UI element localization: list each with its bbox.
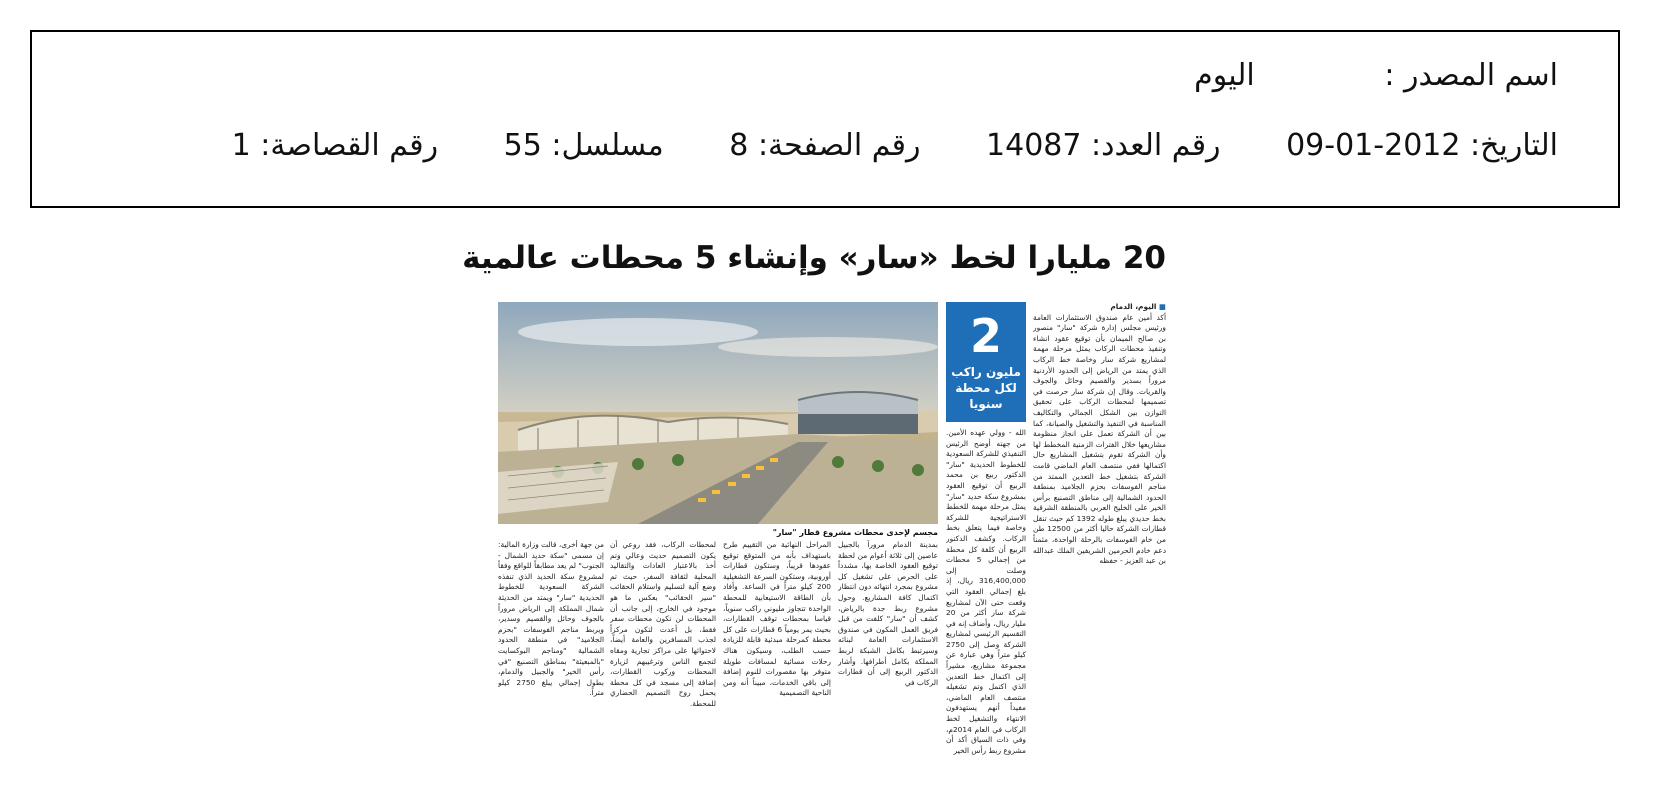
clip-value: 1 bbox=[231, 128, 251, 163]
page-field bbox=[729, 128, 920, 163]
article-column-1 bbox=[1033, 302, 1166, 760]
article-byline: ■ اليوم، الدمام bbox=[1033, 302, 1166, 313]
serial-label: مسلسل: bbox=[551, 128, 664, 163]
page-label: رقم الصفحة: bbox=[757, 128, 921, 163]
date-field bbox=[1286, 128, 1558, 163]
source-label: اسم المصدر : bbox=[1384, 58, 1558, 93]
photo-caption: مجسم لإحدى محطات مشروع قطار "سار" bbox=[772, 528, 938, 537]
article-column-2: الله - وولي عهده الأمين. من جهته أوضح الرئيس التنفيذي للشركة السعودية للخطوط الحديدية "سار" الدكتور ربيع بن محمد الربيع أن توقيع العقود بمشروع سكة حديد "سار" يمثل مرحلة مهمة للخطط الاستراتيجية للشركة وخاصة فيما يتعلق بخط الركاب. وكشف الدكتور الربيع أن كلفة كل محطة من إجمالي 5 محطات وصلت إلى 316,400,000 ريال، إذ بلغ إجمالي العقود التي وقعت حتى الآن لمشاريع شركة سار أكثر من 20 مليار ريال، وأضاف إنه في التقسيم الرئيسي لمشاريع الشركة وصل إلى 2750 كيلو متراً وهي عبارة عن مجموعة مشاريع، مشيراً إلى اكتمال خط التعدين الذي اكتمل وتم تشغيله منتصف العام الماضي، مفيداً أنهم يستهدفون الانتهاء والتشغيل لخط الركاب في العام 2014م، وفي ذات السياق أكد أن مشروع ربط رأس الخير bbox=[946, 428, 1026, 755]
serial-value: 55 bbox=[503, 128, 542, 163]
infobox-text: مليون راكب لكل محطة سنويا bbox=[951, 365, 1021, 411]
date-value: 2012-01-09 bbox=[1286, 128, 1461, 163]
serial-field bbox=[504, 128, 664, 163]
page-value: 8 bbox=[729, 128, 749, 163]
article-headline: 20 مليارا لخط «سار» وإنشاء 5 محطات عالمية bbox=[462, 240, 1166, 276]
newspaper-clipping bbox=[462, 240, 1166, 760]
infobox-number: 2 bbox=[969, 309, 1002, 363]
article-column-1-text: أكد أمين عام صندوق الاستثمارات العامة ورئيس مجلس إدارة شركة "سار" منصور بن صالح الميمان بأن توقيع عقود انشاء وتنفيذ محطات الركاب يمثل مرحلة مهمة لمشاريع شركة سار وخاصة خط الركاب الذي يمتد من الرياض إلى الحدود الأردنية مروراً بسدير والقصيم وحائل والجوف والقريات. وقال إن شركة سار حرصت في تصميمها لمحطات الركاب على تحقيق التوازن بين الشكل الجمالي والتكاليف المناسبة في التنفيذ والتشغيل والصيانة، كما بين أن الشركة تعمل على انجاز منظومة مشاريعها خلال الفترات الزمنية المخطط لها وأن الشركة تقوم بتشغيل المشاريع حال اكتمالها ففي منتصف العام الماضي قامت الشركة بتشغيل خط التعدين الممتد من مناجم الفوسفات بحزم الجلاميد بمنطقة الحدود الشمالية إلى مناطق التصنيع برأس الخير على الخليج العربي بالمنطقة الشرقية بخط حديدي يبلغ طوله 1392 كم حيث تنقل قطارات الشركة حاليا أكثر من 12500 طن من خام الفوسفات بالرحلة الواحدة، مثمناً دعم خادم الحرمين الشريفين الملك عبدالله بن عبد العزيز - حفظه bbox=[1033, 312, 1166, 566]
stat-infobox bbox=[946, 302, 1026, 422]
article-column-6: من جهة أخرى، قالت وزارة المالية: إن مسمى "سكة حديد الشمال - الجنوب" لم يعد مطابقاً للواقع وفقاً لمشروع سكة الحديد الذي تنفذه الشركة السعودية للخطوط الحديدية "سار" ويمتد من الحديثة شمال المملكة إلى الرياض مروراً بالجوف وحائل والقصيم وسدير، ويربط مناجم الفوسفات "بحزم الجلاميد" في منطقة الحدود الشمالية "ومناجم البوكسايت "بالمبعيثة" بمناطق التصنيع "في رأس الخير" والجبيل والدمام، بطول إجمالي يبلغ 2750 كيلو متراً. bbox=[498, 540, 604, 698]
source-row bbox=[1194, 58, 1558, 93]
article-column-5: لمحطات الركاب، فقد روعي أن يكون التصميم حديث وعالي وتم أخذ بالاعتبار العادات والتقاليد المحلية لثقافة السفر، حيث تم وضع آلية لتسليم واستلام الحقائب "سير الحقائب" بعكس ما هو موجود في الخارج، إلى جانب أن المحطات لن تكون محطات سفر فقط، بل أعدت لتكون مركزاً لجذب المسافرين والعامة أيضاً، لاحتوائها على مراكز تجارية ومقاه لتجمع الناس وترغيبهم لزيارة المحطات وركوب القطارات، إضافة إلى مسجد في كل محطة يحمل روح التصميم الحضاري للمحطة. bbox=[610, 540, 716, 708]
date-label: التاريخ: bbox=[1470, 128, 1558, 163]
clip-label: رقم القصاصة: bbox=[260, 128, 439, 163]
issue-field bbox=[986, 128, 1220, 163]
issue-value: 14087 bbox=[986, 128, 1082, 163]
article-column-3: بمدينة الدمام مروراً بالجبيل عاصين إلى ثلاثة أعوام من لحظة توقيع العقود الخاصة بها، مشدداً على الحرص على تشغيل كل مشروع بمجرد انتهائه دون انتظار اكتمال كافة المشاريع. وحول مشروع ربط جدة بالرياض، كشف أن "سار" كلفت من قبل فريق العمل المكون في صندوق الاستثمارات العامة لبنائه وسيرتبط بكامل الشبكة لربط المملكة بكامل أطرافها. وأشار الدكتور الربيع إلى أن قطارات الركاب في bbox=[838, 540, 938, 687]
station-render-image bbox=[498, 302, 938, 524]
source-value: اليوم bbox=[1194, 58, 1255, 93]
metadata-row bbox=[176, 128, 1558, 163]
issue-label: رقم العدد: bbox=[1091, 128, 1221, 163]
clipping-header bbox=[30, 30, 1620, 208]
article-column-4: المراحل النهائية من التقييم طرح باستهداف بأنه من المتوقع توقيع عقودها قريباً، وستكون قطارات أوروبية، وستكون السرعة التشغيلية 200 كيلو متراً في الساعة. وأفاد بأن الطاقة الاستيعابية للمحطة الواحدة تتجاوز مليوني راكب سنوياً، قياسا بمحطات توقف القطارات، بحيث يمر يومياً 6 قطارات على كل محطة كمرحلة مبدئية قابلة للزيادة حسب الطلب، وسيكون هناك رحلات مسائية لمسافات طويلة متوفر بها مقصورات للنوم إضافة إلى باقي الخدمات، مبيناً أنه ومن الناحية التصميمية bbox=[723, 540, 831, 698]
clip-field bbox=[232, 128, 438, 163]
